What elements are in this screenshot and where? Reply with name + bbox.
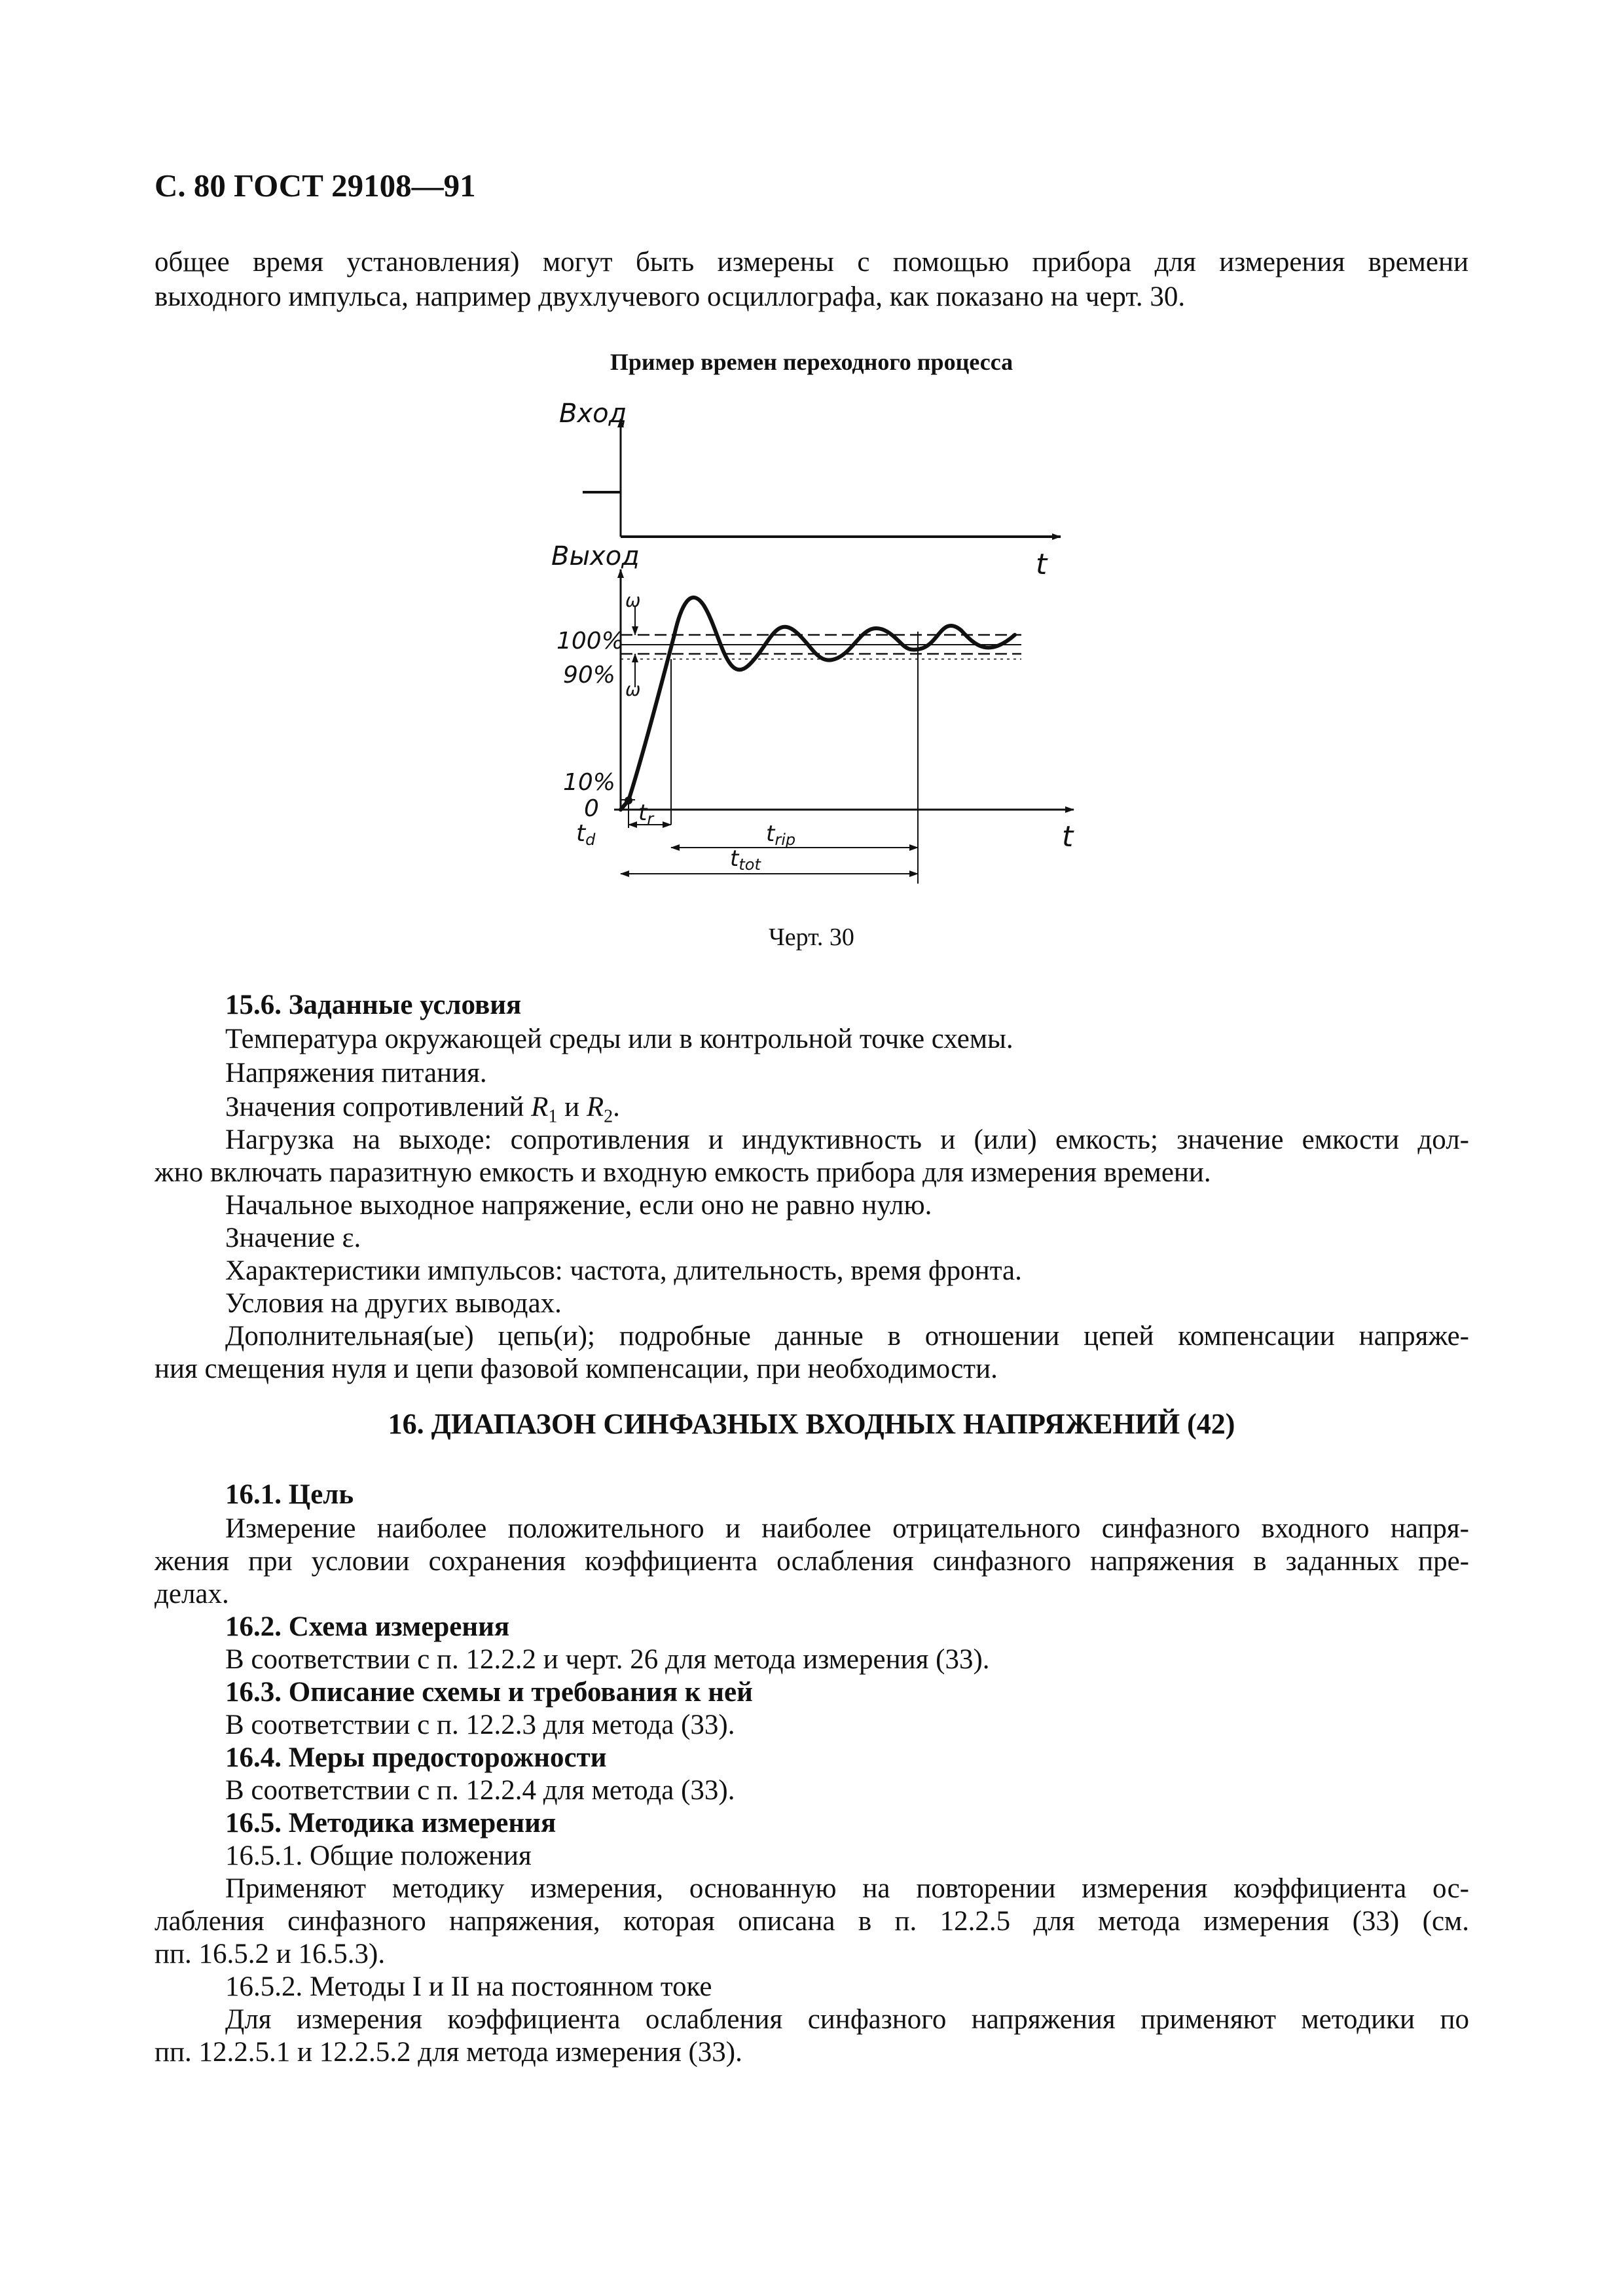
s16-3-text: В соответствии с п. 12.2.3 для метода (33). <box>225 1710 735 1740</box>
section-16-5-heading: 16.5. Методика измерения <box>225 1808 556 1839</box>
s15-6-line-2: Напряжения питания. <box>225 1058 487 1088</box>
output-axis-label: Выход <box>551 541 640 571</box>
section-15-6-heading: 15.6. Заданные условия <box>225 990 522 1020</box>
s16-2-text: В соответствии с п. 12.2.2 и черт. 26 для метода измерения (33). <box>225 1644 990 1675</box>
s15-6-line-8: Условия на других выводах. <box>225 1288 562 1319</box>
s15-6-line-4b: жно включать паразитную емкость и входную емкость прибора для измерения времени. <box>155 1157 1211 1188</box>
section-16-4-heading: 16.4. Меры предосторожности <box>225 1742 607 1773</box>
output-response-curve <box>621 598 1015 810</box>
omega-label-lower: ω <box>625 679 641 700</box>
section-16-1-heading: 16.1. Цель <box>225 1479 354 1510</box>
label-tr: tr <box>638 800 654 828</box>
label-trip: trip <box>766 821 796 849</box>
s16-5-2-line-b: пп. 12.2.5.1 и 12.2.5.2 для метода измерения (33). <box>155 2037 742 2068</box>
s15-6-line-6: Значение ε. <box>225 1223 361 1253</box>
label-td: td <box>576 820 596 849</box>
figure-title: Пример времен переходного процесса <box>610 349 1013 375</box>
s16-5-1-line-a: Применяют методику измерения, основанную на повторении измерения коэффициента ос- <box>225 1873 1469 1904</box>
s16-5-2-line-a: Для измерения коэффициента ослабления синфазного напряжения применяют методики по <box>225 2004 1469 2035</box>
section-16-3-heading: 16.3. Описание схемы и требования к ней <box>225 1677 753 1708</box>
s15-6-line-9a: Дополнительная(ые) цепь(и); подробные данные в отношении цепей компенсации напряже- <box>225 1321 1469 1352</box>
label-100-percent: 100% <box>556 628 624 655</box>
s16-1-line-b: жения при условии сохранения коэффициента ослабления синфазного напряжения в заданных пре- <box>155 1546 1469 1577</box>
section-16-2-heading: 16.2. Схема измерения <box>225 1611 510 1642</box>
label-zero: 0 <box>584 795 599 822</box>
label-ttot: ttot <box>730 846 761 874</box>
section-16-heading: 16. ДИАПАЗОН СИНФАЗНЫХ ВХОДНЫХ НАПРЯЖЕНИЙ (42) <box>388 1408 1235 1440</box>
s16-5-2-heading: 16.5.2. Методы I и II на постоянном токе <box>225 1971 712 2002</box>
figure-caption: Черт. 30 <box>769 924 854 951</box>
time-label-lower: t <box>1062 820 1074 853</box>
s16-1-line-c: делах. <box>155 1579 229 1609</box>
label-90-percent: 90% <box>563 662 616 689</box>
s15-6-line-9b: ния смещения нуля и цепи фазовой компенсации, при необходимости. <box>155 1354 998 1384</box>
s16-5-1-heading: 16.5.1. Общие положения <box>225 1840 532 1871</box>
transient-diagram <box>537 389 1113 906</box>
s15-6-line-4a: Нагрузка на выходе: сопротивления и индуктивность и (или) емкость; значение емкости дол- <box>225 1124 1469 1155</box>
omega-label-upper: ω <box>625 590 641 611</box>
s16-5-1-line-b: лабления синфазного напряжения, которая описана в п. 12.2.5 для метода измерения (33) (см. <box>155 1906 1469 1937</box>
s16-4-text: В соответствии с п. 12.2.4 для метода (33). <box>225 1775 735 1806</box>
s15-6-line-3: Значения сопротивлений $R_1$ и $R_2$. <box>225 1092 620 1127</box>
s15-6-line-5: Начальное выходное напряжение, если оно не равно нулю. <box>225 1190 932 1221</box>
intro-line-2: выходного импульса, например двухлучевого осциллографа, как показано на черт. 30. <box>155 281 1186 312</box>
intro-line-1: общее время установления) могут быть измерены с помощью прибора для измерения времени <box>155 247 1468 278</box>
s15-6-line-7: Характеристики импульсов: частота, длительность, время фронта. <box>225 1255 1022 1286</box>
time-label-upper: t <box>1036 548 1048 581</box>
s16-1-line-a: Измерение наиболее положительного и наиболее отрицательного синфазного входного напря- <box>225 1513 1469 1544</box>
label-10-percent: 10% <box>563 769 616 796</box>
page-header: С. 80 ГОСТ 29108—91 <box>155 168 476 204</box>
s15-6-line-1: Температура окружающей среды или в контрольной точке схемы. <box>225 1024 1013 1054</box>
input-axis-label: Вход <box>559 399 627 429</box>
s16-5-1-line-c: пп. 16.5.2 и 16.5.3). <box>155 1939 386 1969</box>
